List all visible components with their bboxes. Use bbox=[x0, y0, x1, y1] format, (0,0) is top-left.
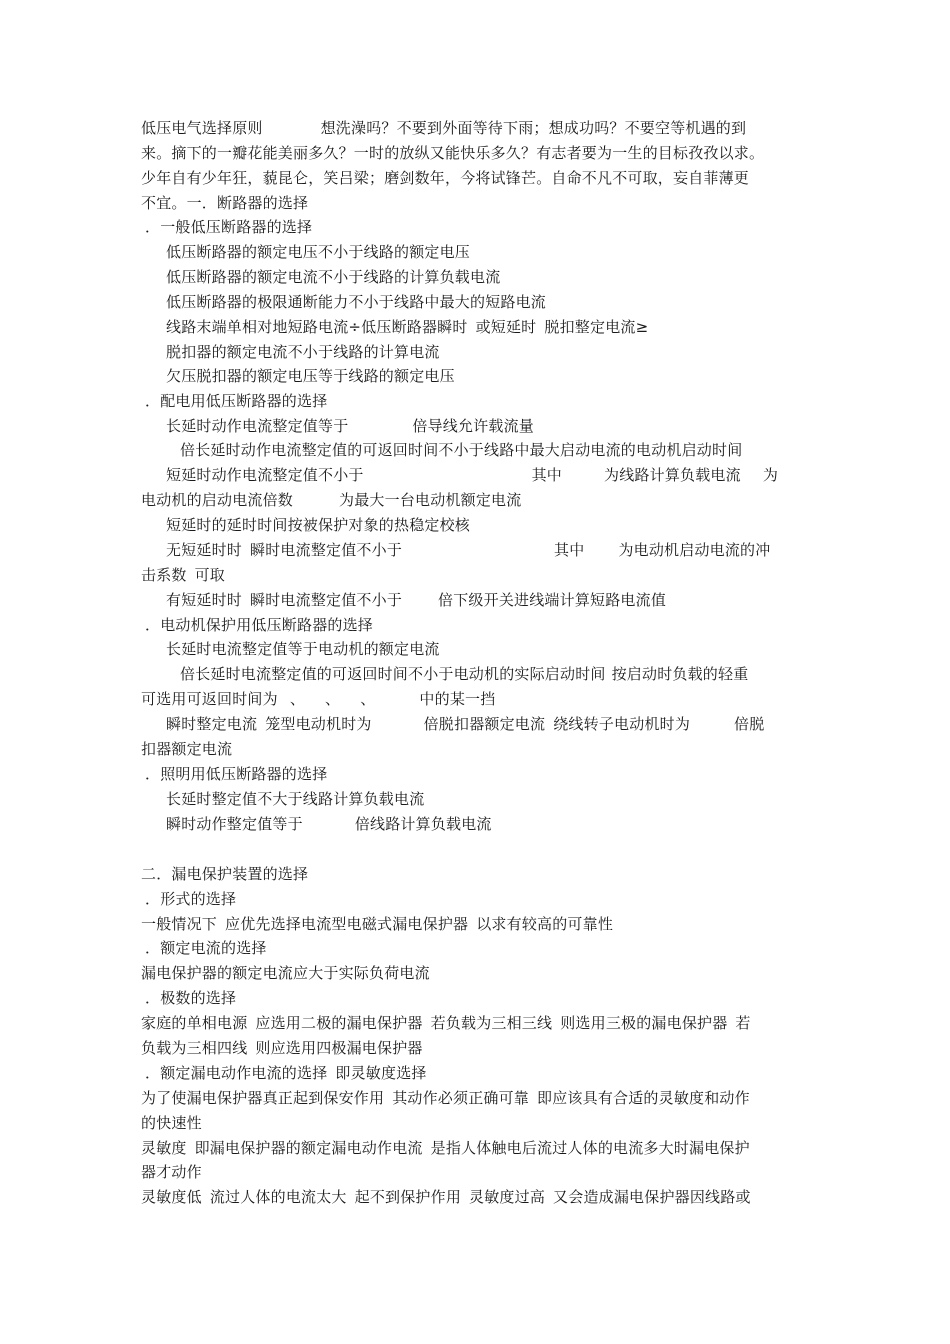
text-segment: 灵敏度过高 bbox=[469, 1188, 546, 1206]
subsection-heading: ．电动机保护用低压断路器的选择 bbox=[145, 616, 374, 634]
text-segment: 一般情况下 bbox=[141, 915, 218, 933]
text-segment: 来。摘下的一瓣花能美丽多久？一时的放纵又能快乐多久？有志者要为一生的目标孜孜以求。 bbox=[141, 144, 765, 162]
text-segment: 欠压脱扣器的额定电压等于线路的额定电压 bbox=[166, 367, 455, 385]
text-segment: 想洗澡吗？不要到外面等待下雨；想成功吗？不要空等机遇的到 bbox=[320, 119, 747, 137]
section-heading: 不宜。一．断路器的选择 bbox=[141, 194, 309, 212]
text-segment: 为线路计算负载电流 bbox=[604, 466, 741, 484]
text-segment: 、 bbox=[360, 690, 376, 708]
text-line bbox=[141, 1160, 813, 1185]
text-line bbox=[166, 265, 838, 290]
text-line bbox=[166, 513, 838, 538]
text-line bbox=[145, 389, 817, 414]
text-line bbox=[180, 438, 852, 463]
text-segment: 线路末端单相对地短路电流÷低压断路器瞬时 bbox=[166, 318, 468, 336]
text-segment: 则应选用四极漏电保护器 bbox=[255, 1039, 423, 1057]
text-segment: 则选用三极的漏电保护器 bbox=[560, 1014, 728, 1032]
text-segment: 中的某一挡 bbox=[419, 690, 496, 708]
text-line bbox=[166, 340, 838, 365]
text-segment: 起不到保护作用 bbox=[354, 1188, 462, 1206]
text-line bbox=[141, 191, 813, 216]
text-segment: 长延时电流整定值等于电动机的额定电流 bbox=[166, 640, 440, 658]
text-segment: 为 bbox=[762, 466, 779, 484]
text-segment: 电动机的启动电流倍数 bbox=[141, 491, 294, 509]
text-segment: 脱扣器的额定电流不小于线路的计算电流 bbox=[166, 343, 440, 361]
text-segment: 脱扣整定电流≥ bbox=[544, 318, 649, 336]
text-segment: 有短延时时 bbox=[166, 591, 243, 609]
text-segment: 击系数 bbox=[141, 566, 187, 584]
doc-title: 低压电气选择原则 bbox=[141, 119, 263, 137]
text-line bbox=[141, 141, 813, 166]
section-heading: 二．漏电保护装置的选择 bbox=[141, 865, 309, 883]
text-segment: 长延时动作电流整定值等于 bbox=[166, 417, 349, 435]
text-segment: 瞬时动作整定值等于 bbox=[166, 815, 303, 833]
text-segment: 家庭的单相电源 bbox=[141, 1014, 248, 1032]
text-segment: 其动作必须正确可靠 bbox=[392, 1089, 530, 1107]
text-line bbox=[166, 712, 838, 737]
text-segment: 倍导线允许载流量 bbox=[412, 417, 535, 435]
text-segment: 倍长延时电流整定值的可返回时间不小于电动机的实际启动时间 bbox=[180, 665, 606, 683]
text-segment: 低压断路器的额定电流不小于线路的计算负载电流 bbox=[166, 268, 501, 286]
text-segment: 器才动作 bbox=[141, 1163, 202, 1181]
text-line bbox=[145, 762, 817, 787]
subsection-heading: ．一般低压断路器的选择 bbox=[145, 218, 313, 236]
text-segment: 低压断路器的极限通断能力不小于线路中最大的短路电流 bbox=[166, 293, 547, 311]
text-segment: 倍线路计算负载电流 bbox=[354, 815, 492, 833]
text-segment: 瞬时电流整定值不小于 bbox=[250, 591, 403, 609]
text-line bbox=[166, 538, 838, 563]
text-line bbox=[141, 116, 813, 141]
text-line bbox=[141, 862, 813, 887]
text-segment: 倍脱扣器额定电流 bbox=[423, 715, 546, 733]
text-segment: 绕线转子电动机时为 bbox=[553, 715, 691, 733]
text-line bbox=[141, 1136, 813, 1161]
text-segment: 为电动机启动电流的冲 bbox=[618, 541, 771, 559]
text-line bbox=[141, 1185, 813, 1210]
subsection-heading: ．照明用低压断路器的选择 bbox=[145, 765, 328, 783]
text-segment: 漏电保护器的额定电流应大于实际负荷电流 bbox=[141, 964, 430, 982]
text-line bbox=[166, 588, 838, 613]
text-line bbox=[166, 290, 838, 315]
text-segment: 、 bbox=[289, 690, 306, 708]
text-segment: 即漏电保护器的额定漏电动作电流 bbox=[194, 1139, 423, 1157]
text-segment: 应选用二极的漏电保护器 bbox=[255, 1014, 423, 1032]
text-segment: 为了使漏电保护器真正起到保安作用 bbox=[141, 1089, 385, 1107]
text-line bbox=[141, 166, 813, 191]
text-segment: 又会造成漏电保护器因线路或 bbox=[553, 1188, 751, 1206]
text-segment: 短延时动作电流整定值不小于 bbox=[166, 466, 364, 484]
text-segment: 、 bbox=[325, 690, 341, 708]
text-line bbox=[180, 662, 852, 687]
text-line bbox=[166, 240, 838, 265]
text-line bbox=[166, 315, 838, 340]
text-segment: 为最大一台电动机额定电流 bbox=[339, 491, 522, 509]
subsection-heading: ．额定电流的选择 bbox=[145, 939, 267, 957]
text-segment: 无短延时时 bbox=[166, 541, 243, 559]
text-line bbox=[145, 887, 817, 912]
text-segment: 可选用可返回时间为 bbox=[141, 690, 278, 708]
text-segment: 短延时的延时时间按被保护对象的热稳定校核 bbox=[166, 516, 471, 534]
text-line bbox=[166, 812, 838, 837]
subsection-heading: ．配电用低压断路器的选择 bbox=[145, 392, 328, 410]
text-segment: 应优先选择电流型电磁式漏电保护器 bbox=[225, 915, 469, 933]
text-segment: 按启动时负载的轻重 bbox=[611, 665, 749, 683]
text-segment: 即应该具有合适的灵敏度和动作 bbox=[537, 1089, 750, 1107]
text-line bbox=[145, 215, 817, 240]
text-segment: 的快速性 bbox=[141, 1114, 202, 1132]
text-segment: 是指人体触电后流过人体的电流多大时漏电保护 bbox=[430, 1139, 750, 1157]
text-line bbox=[141, 1111, 813, 1136]
text-segment: 倍长延时动作电流整定值的可返回时间不小于线路中最大启动电流的电动机启动时间 bbox=[180, 441, 743, 459]
text-line bbox=[166, 787, 838, 812]
text-line bbox=[141, 488, 813, 513]
text-line bbox=[145, 936, 817, 961]
text-line bbox=[166, 637, 838, 662]
text-segment: 即灵敏度选择 bbox=[335, 1064, 427, 1082]
text-segment: 瞬时电流整定值不小于 bbox=[250, 541, 403, 559]
text-segment: 倍下级开关进线端计算短路电流值 bbox=[438, 591, 667, 609]
text-line bbox=[166, 463, 838, 488]
text-segment: 负载为三相四线 bbox=[141, 1039, 248, 1057]
subsection-heading: ．形式的选择 bbox=[145, 890, 237, 908]
text-segment: 扣器额定电流 bbox=[141, 740, 233, 758]
text-line bbox=[145, 613, 817, 638]
text-segment: 灵敏度低 bbox=[141, 1188, 202, 1206]
text-segment: 笼型电动机时为 bbox=[265, 715, 372, 733]
text-segment: 灵敏度 bbox=[141, 1139, 187, 1157]
text-segment: 其中 bbox=[554, 541, 585, 559]
text-segment: 少年自有少年狂，藐昆仑，笑吕梁；磨剑数年，今将试锋芒。自命不凡不可取，妄自菲薄更 bbox=[141, 169, 750, 187]
text-line bbox=[141, 1011, 813, 1036]
text-segment: 倍脱 bbox=[734, 715, 765, 733]
text-segment: 瞬时整定电流 bbox=[166, 715, 258, 733]
text-segment: 长延时整定值不大于线路计算负载电流 bbox=[166, 790, 425, 808]
text-segment: 以求有较高的可靠性 bbox=[476, 915, 614, 933]
text-segment: 流过人体的电流太大 bbox=[209, 1188, 347, 1206]
text-segment: 或短延时 bbox=[475, 318, 537, 336]
text-line bbox=[141, 1086, 813, 1111]
text-segment: 若 bbox=[735, 1014, 751, 1032]
subsection-heading: ．极数的选择 bbox=[145, 989, 237, 1007]
text-line bbox=[141, 961, 813, 986]
text-line bbox=[145, 1061, 817, 1086]
text-line bbox=[166, 364, 838, 389]
text-segment: 低压断路器的额定电压不小于线路的额定电压 bbox=[166, 243, 471, 261]
text-line bbox=[141, 737, 813, 762]
text-line bbox=[145, 986, 817, 1011]
text-line bbox=[166, 414, 838, 439]
text-line bbox=[141, 563, 813, 588]
text-segment: 可取 bbox=[194, 566, 226, 584]
text-line bbox=[141, 912, 813, 937]
text-segment: 若负载为三相三线 bbox=[430, 1014, 553, 1032]
text-segment: 其中 bbox=[531, 466, 563, 484]
subsection-heading: ．额定漏电动作电流的选择 bbox=[145, 1064, 328, 1082]
text-line bbox=[141, 1036, 813, 1061]
text-line bbox=[141, 687, 813, 712]
